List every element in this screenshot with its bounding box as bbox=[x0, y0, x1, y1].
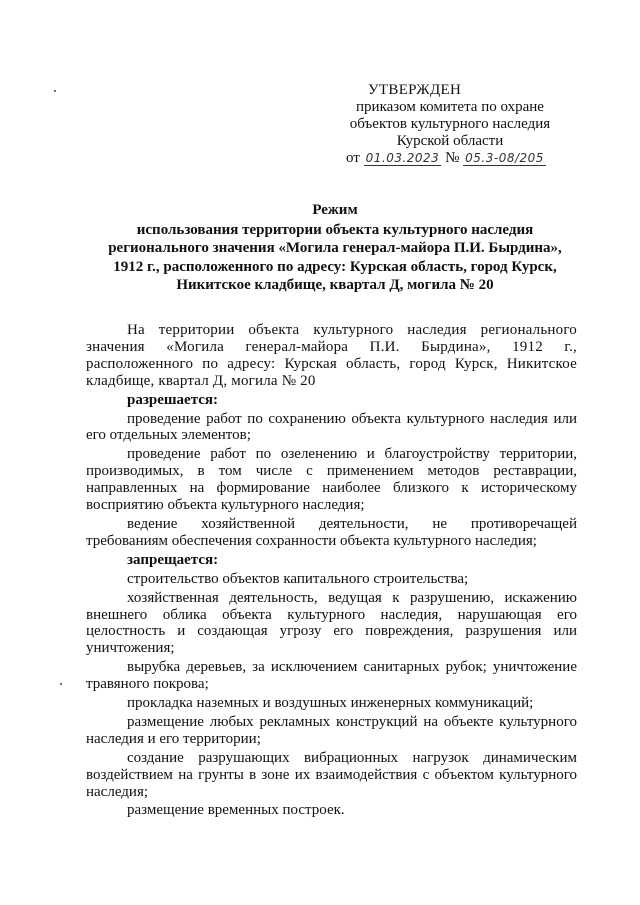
intro-paragraph: На территории объекта культурного наследия регионального значения «Могила генерал-майора П.И. Бырдина», 1912 г., расположенного по адресу: Курская область, город Курск, Никитское кладбище, квартал Д, могила № 20 bbox=[86, 322, 577, 389]
document-body bbox=[86, 322, 577, 819]
title-main: Режим bbox=[312, 202, 358, 218]
allowed-item: проведение работ по сохранению объекта культурного наследия или его отдельных элементов; bbox=[86, 410, 577, 444]
approval-stamp-block bbox=[330, 82, 570, 167]
allowed-item: ведение хозяйственной деятельности, не противоречащей требованиям обеспечения сохранности объекта культурного наследия; bbox=[86, 515, 577, 549]
number-prefix: № bbox=[445, 150, 460, 166]
allowed-item: проведение работ по озеленению и благоустройству территории, производимых, в том числе с применением методов реставрации, направленных на формирование наиболее близкого к историческому восприятию объекта культурного наследия; bbox=[86, 446, 577, 514]
date-prefix: от bbox=[346, 150, 360, 166]
handwritten-number: 05.3-08/205 bbox=[465, 151, 544, 165]
approval-date-line bbox=[346, 150, 570, 167]
title-line-2: регионального значения «Могила генерал-майора П.И. Бырдина», bbox=[108, 240, 562, 256]
approval-line-3: Курской области bbox=[396, 133, 504, 149]
forbidden-item: размещение любых рекламных конструкций на объекте культурного наследия и его территории; bbox=[86, 713, 577, 747]
title-line-3: 1912 г., расположенного по адресу: Курская область, город Курск, bbox=[113, 258, 557, 275]
scan-speck bbox=[54, 90, 56, 92]
forbidden-item: строительство объектов капитального строительства; bbox=[127, 570, 469, 587]
document-title bbox=[100, 201, 570, 295]
scan-speck bbox=[60, 683, 62, 685]
approval-title: УТВЕРЖДЕН bbox=[368, 82, 462, 98]
handwritten-date: 01.03.2023 bbox=[365, 151, 440, 165]
forbidden-item: размещение временных построек. bbox=[127, 802, 345, 819]
forbidden-item: создание разрушающих вибрационных нагрузок динамическим воздействием на грунты в зоне их взаимодействия с объектом культурного наследия; bbox=[86, 749, 577, 800]
title-line-1: использования территории объекта культурного наследия bbox=[136, 221, 534, 238]
forbidden-item: хозяйственная деятельность, ведущая к разрушению, искажению внешнего облика объекта культурного наследия, нарушающая его целостность и создающая угрозу его повреждения, разрушения или уничтожения; bbox=[86, 589, 577, 657]
allowed-heading: разрешается: bbox=[127, 391, 219, 408]
title-line-4: Никитское кладбище, квартал Д, могила № 20 bbox=[176, 277, 494, 293]
approval-line-2: объектов культурного наследия bbox=[349, 116, 551, 132]
forbidden-heading: запрещается: bbox=[127, 551, 219, 568]
forbidden-item: прокладка наземных и воздушных инженерных коммуникаций; bbox=[127, 695, 534, 712]
forbidden-item: вырубка деревьев, за исключением санитарных рубок; уничтожение травяного покрова; bbox=[86, 659, 577, 693]
approval-line-1: приказом комитета по охране bbox=[356, 99, 544, 115]
